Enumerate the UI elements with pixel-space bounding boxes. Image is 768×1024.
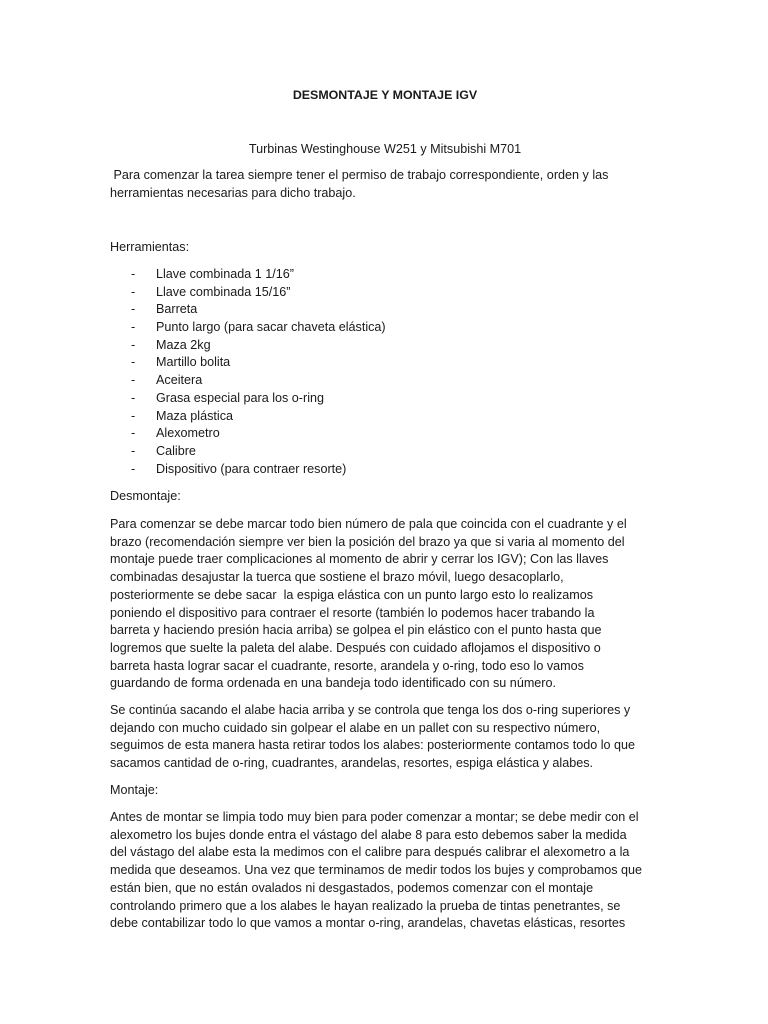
bullet-dash: - (131, 320, 136, 335)
paragraph-line: seguimos de esta manera hasta retirar todos los alabes: posteriormente contamos todo lo que (110, 738, 636, 753)
tools-heading: Herramientas: (110, 240, 190, 254)
montaje-paragraph-1 (110, 809, 660, 933)
tool-name: Alexometro (156, 426, 220, 441)
list-item (110, 461, 660, 479)
bullet-dash: - (131, 373, 136, 388)
intro-paragraph (110, 167, 660, 202)
paragraph-line: Antes de montar se limpia todo muy bien para poder comenzar a montar; se debe medir con el (110, 810, 639, 824)
paragraph-line: posteriormente se debe sacar la espiga elástica con un punto largo esto lo realizamos (110, 587, 594, 602)
paragraph-line: medida que deseamos. Una vez que terminamos de medir todos los bujes y comprobamos que (110, 863, 643, 878)
paragraph-line: alexometro los bujes donde entra el vástago del alabe 8 para esto debemos saber la medida (110, 827, 627, 842)
document-title: DESMONTAJE Y MONTAJE IGV (292, 88, 478, 102)
tool-name: Grasa especial para los o-ring (156, 390, 324, 405)
bullet-dash: - (131, 355, 136, 370)
tool-name: Maza 2kg (156, 337, 211, 352)
list-item (110, 266, 660, 284)
list-item (110, 354, 660, 372)
tools-list (110, 266, 660, 478)
tool-name: Llave combinada 15/16” (156, 284, 291, 299)
paragraph-line: Se continúa sacando el alabe hacia arriba y se controla que tenga los dos o-ring superiores y (110, 703, 631, 717)
desmontaje-paragraph-2 (110, 702, 660, 773)
tool-name: Martillo bolita (156, 355, 231, 370)
paragraph-line: Para comenzar se debe marcar todo bien número de pala que coincida con el cuadrante y el (110, 517, 627, 531)
paragraph-line: barreta hasta lograr sacar el cuadrante, resorte, arandela y o-ring, todo eso lo vamos (110, 658, 584, 673)
bullet-dash: - (131, 284, 136, 299)
montaje-heading: Montaje: (110, 783, 159, 797)
paragraph-line: guardando de forma ordenada en una bandeja todo identificado con su número. (110, 676, 557, 691)
paragraph-line: barreta y haciendo presión hacia arriba) se golpea el pin elástico con el punto hasta que (110, 623, 602, 638)
list-item (110, 390, 660, 408)
bullet-dash: - (131, 337, 136, 352)
paragraph-line: controlando primero que a los alabes le hayan realizado la prueba de tintas penetrantes, se (110, 898, 621, 913)
list-item (110, 319, 660, 337)
intro-line: herramientas necesarias para dicho trabajo. (110, 185, 356, 200)
paragraph-line: poniendo el dispositivo para contraer el resorte (también lo podemos hacer trabando la (110, 605, 595, 620)
paragraph-line: brazo (recomendación siempre ver bien la posición del brazo ya que si varia al momento del (110, 534, 625, 549)
list-item (110, 372, 660, 390)
bullet-dash: - (131, 267, 136, 281)
paragraph-line: están bien, que no están ovalados ni desgastados, podemos comenzar con el montaje (110, 880, 594, 895)
bullet-dash: - (131, 390, 136, 405)
paragraph-line: sacamos cantidad de o-ring, cuadrantes, arandelas, resortes, espiga elástica y alabes. (110, 756, 594, 771)
paragraph-line: del vástago del alabe esta la medimos con el calibre para después calibrar el alexometro a la (110, 845, 630, 860)
tool-name: Aceitera (156, 373, 203, 388)
list-item (110, 337, 660, 355)
tool-name: Punto largo (para sacar chaveta elástica) (156, 320, 386, 335)
list-item (110, 443, 660, 461)
bullet-dash: - (131, 408, 136, 423)
tool-name: Dispositivo (para contraer resorte) (156, 461, 347, 476)
list-item (110, 284, 660, 302)
paragraph-line: logremos que suelte la paleta del alabe. Después con cuidado aflojamos el dispositivo o (110, 640, 601, 655)
document-subtitle: Turbinas Westinghouse W251 y Mitsubishi M701 (248, 142, 522, 156)
bullet-dash: - (131, 426, 136, 441)
desmontaje-heading: Desmontaje: (110, 489, 181, 503)
paragraph-line: combinadas desajustar la tuerca que sostiene el brazo móvil, luego desacoplarlo, (110, 570, 564, 585)
intro-line: Para comenzar la tarea siempre tener el permiso de trabajo correspondiente, orden y las (110, 168, 609, 182)
tool-name: Calibre (156, 443, 196, 458)
list-item (110, 301, 660, 319)
paragraph-line: montaje puede traer complicaciones al momento de abrir y cerrar los IGV); Con las llaves (110, 552, 609, 567)
paragraph-line: dejando con mucho cuidado sin golpear el alabe en un pallet con su respectivo número, (110, 720, 601, 735)
paragraph-line: debe contabilizar todo lo que vamos a montar o-ring, arandelas, chavetas elásticas, resortes (110, 916, 626, 931)
bullet-dash: - (131, 461, 136, 476)
tool-name: Barreta (156, 302, 198, 317)
desmontaje-paragraph-1 (110, 516, 660, 693)
bullet-dash: - (131, 443, 136, 458)
list-item (110, 425, 660, 443)
tool-name: Llave combinada 1 1/16” (156, 267, 294, 281)
list-item (110, 408, 660, 426)
bullet-dash: - (131, 302, 136, 317)
tool-name: Maza plástica (156, 408, 233, 423)
